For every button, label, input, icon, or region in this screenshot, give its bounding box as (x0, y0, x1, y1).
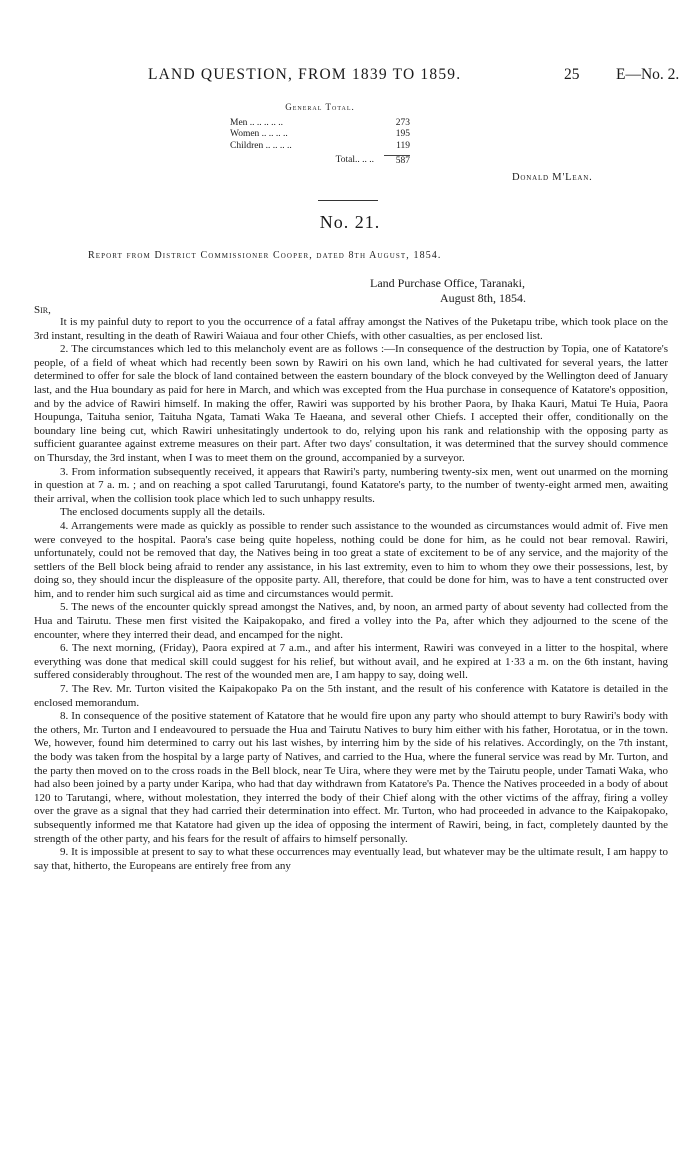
totals-row-label: Men .. .. .. .. .. (230, 117, 284, 128)
letter-address (370, 276, 526, 306)
totals-sum-value: 587 (384, 155, 410, 168)
page-header (0, 66, 700, 88)
section-divider (318, 200, 378, 201)
address-date: August 8th, 1854. (440, 291, 527, 305)
paragraph: 9. It is impossible at present to say to what these occurrences may eventually lead, but whatever may be the ultimate result, I am happy to say that, hitherto, the Europeans are entirely free from any (34, 846, 668, 872)
document-reference: E—No. 2. (616, 66, 680, 83)
report-title: Report from District Commissioner Cooper, dated 8th August, 1854. (88, 250, 442, 261)
totals-row-value: 195 (395, 129, 410, 139)
document-number: No. 21. (319, 212, 381, 232)
totals-sum-row (230, 155, 410, 168)
general-total-table (230, 102, 410, 168)
salutation: Sir, (34, 304, 51, 316)
paragraph: 4. Arrangements were made as quickly as possible to render such assistance to the wounded as circumstances would admit of. Five men were conveyed to the hospital. Paora's case being quite hopeless, nothing could be done for him, as he could not bear removal. Rawiri, unfortunately, could not be removed that day, the Natives being in too great a state of excitement to be of any service, and the majority of the settlers of the Bell block being afraid to render any assistance, in his last extremity, even to him to whom they owe their possessions, lest, by doing so, they should incur the displeasure of the opposite party. All, therefore, that could be done for him, was to have a tent constructed over him, and to render him such surgical aid as time and circumstances would permit. (34, 519, 668, 600)
totals-sum-label: Total.. .. .. (335, 155, 374, 165)
paragraph: 5. The news of the encounter quickly spread amongst the Natives, and, by noon, an armed party of about seventy had collected from the Hua and Tairutu. These men first visited the Kaipakopako, and fired a volley into the Pa, after which they adjourned to the scene of the encounter, where they interred their dead, and encamped for the night. (34, 601, 668, 641)
paragraph: The enclosed documents supply all the details. (60, 506, 265, 519)
signature: Donald M'Lean. (512, 172, 593, 183)
paragraph: 3. From information subsequently received, it appears that Rawiri's party, numbering twenty-six men, went out unarmed on the morning in question at 7 a. m. ; and on reaching a spot called Tarurutangi, found Katatore's party, to the number of twenty-eight armed men, awaiting their arrival, when the collision took place which led to such unhappy results. (34, 465, 668, 505)
totals-title: General Total. (285, 102, 355, 112)
totals-row-label: Children .. .. .. .. (230, 140, 292, 151)
page-number: 25 (564, 66, 580, 83)
paragraph: 2. The circumstances which led to this melancholy event are as follows :—In consequence of the destruction by Topia, one of Katatore's people, of a field of wheat which had recently been sown by Rawiri on his own land, which he had cultivated for several years, the latter determined to offer for sale the block of land contained between the eastern boundary of the block conveyed by the Wellington deed of January last, and the Hua boundary as paid for here in March, and which was excepted from the Hua purchase in consequence of Katatore's opposition, and by the advice of Rawiri himself. In making the offer, Rawiri was supported by his brother Paora, by Ihaka Kauri, Matui Te Huia, Paora Houpunga, Taituha senior, Taituha Ngata, Tamati Waka Te Haeana, and several other Chiefs. I accepted their offer, conditionally on the boundary line being cut, which Rawiri unhesitatingly undertook to do, relying upon his rank and relationship with the opposing party as sufficient guarantee against extreme measures on their part. After two days' consultation, it was determined that the survey should commence on Thursday, the 3rd instant, when I was to meet them on the ground, accompanied by a surveyor. (34, 343, 668, 464)
totals-row (230, 129, 410, 141)
paragraph: It is my painful duty to report to you the occurrence of a fatal affray amongst the Natives of the Puketapu tribe, which took place on the 3rd instant, resulting in the death of Rawiri Waiaua and four other Chiefs, with other casualties, as per enclosed list. (34, 316, 668, 342)
totals-row-value: 273 (395, 117, 410, 128)
paragraph: 6. The next morning, (Friday), Paora expired at 7 a.m., and after his interment, Rawiri was conveyed in a litter to the hospital, where everything was done that medical skill could suggest for his relief, but without avail, and he expired at 1·33 a m. on the 6th instant, having suffered considerably throughout. The rest of the wounded men are, I am happy to say, doing well. (34, 642, 668, 682)
letter-body (34, 316, 668, 873)
paragraph: 8. In consequence of the positive statement of Katatore that he would fire upon any party who should attempt to bury Rawiri's body with the others, Mr. Turton and I endeavoured to persuade the Hua and Tairutu Natives to bury him either with his father, Horotatua, or in the town. We, however, found him determined to carry out his last wishes, by interring him by the side of his relatives. Accordingly, on the 7th instant, the body was taken from the hospital by a large party of Natives, and carried to the Hua, where the funeral service was read by Mr. Turton, and the party then moved on to the cross roads in the Bell block, near Te Uira, where they were met by the Tairutu people, under Tamati Waka, who had also been joined by a party under Karipa, who had that day withdrawn from Katatore's Pa. Thence the Natives proceeded in a body of about 120 to Tarutangi, where, without molestation, they interred the body of their Chief along with the other victims of the affray, firing a volley over the grave as a signal that they had carried their determination into effect. Mr. Turton, who had proceeded in advance to the Kaipakopako, subsequently informed me that Katatore had given up the idea of opposing the interment of Rawiri, being, in fact, completely daunted by the strength of the other party, and his fears for the result of affairs to himself personally. (34, 710, 668, 845)
totals-row (230, 141, 410, 153)
paragraph: 7. The Rev. Mr. Turton visited the Kaipakopako Pa on the 5th instant, and the result of his conference with Katatore is detailed in the enclosed memorandum. (34, 683, 668, 709)
running-title: LAND QUESTION, FROM 1839 TO 1859. (148, 66, 462, 83)
totals-row-label: Women .. .. .. .. (230, 129, 288, 139)
totals-row (230, 118, 410, 130)
totals-row-value: 119 (396, 140, 410, 151)
address-line: Land Purchase Office, Taranaki, (370, 276, 525, 290)
